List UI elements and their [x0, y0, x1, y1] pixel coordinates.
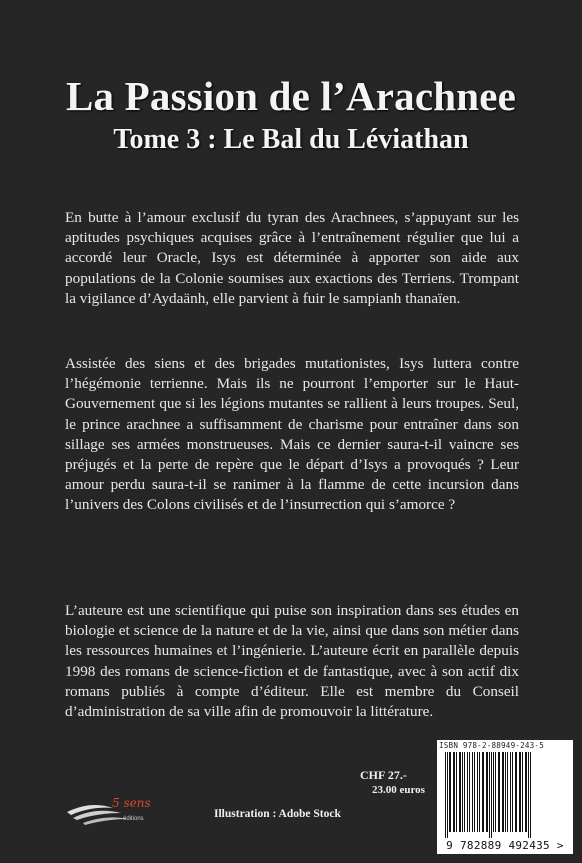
- illustration-credit: Illustration : Adobe Stock: [214, 808, 341, 820]
- book-subtitle: Tome 3 : Le Bal du Léviathan: [113, 124, 469, 155]
- price-block: [360, 768, 440, 798]
- publisher-sub: éditions: [123, 816, 144, 822]
- price-eur: 23.00 euros: [372, 784, 425, 796]
- isbn-barcode: [437, 740, 573, 854]
- synopsis-paragraph-2: Assistée des siens et des brigades mutationistes, Isys luttera contre l’hégémonie terrienne. Mais ils ne pourront l’emporter sur le Haut-Gouvernement que si les légions mutantes se rallient à leurs troupes. Seul, le prince arachnee a suffisamment de charisme pour entraîner dans son sillage ses armées monstrueuses. Mais ce dernier saura-t-il vaincre ses préjugés et la perte de repère que le départ d’Isys a provoqués ? Leur amour perdu saura-t-il se ranimer à la flamme de cette incursion dans l’univers des Colons civilisés et de l’insurrection qui s’amorce ?: [65, 355, 519, 514]
- author-bio: L’auteure est une scientifique qui puise son inspiration dans ses études en biologie et science de la nature et de la vie, ainsi que dans son métier dans les ressources humaines et l’ingénierie. L’auteure écrit en parallèle depuis 1998 des romans de science-fiction et de fantastique, avec à son actif dix romans publiés à compte d’éditeur. Elle est membre du Conseil d’administration de sa ville afin de promouvoir la littérature.: [65, 602, 519, 721]
- barcode-arrow: >: [556, 839, 564, 852]
- barcode-digits-text: 9 782889 492435: [446, 839, 550, 852]
- synopsis-paragraph-1: En butte à l’amour exclusif du tyran des Arachnees, s’appuyant sur les aptitudes psychiques acquises grâce à l’entraînement régulier que lui a accordé leur Oracle, Isys est déterminée à apporter son aide aux populations de la Colonie soumises aux exactions des Terriens. Trompant la vigilance d’Aydaänh, elle parvient à fuir le sampianh thanaïen.: [65, 209, 519, 307]
- price-chf: CHF 27.-: [360, 768, 407, 782]
- book-title: La Passion de l’Arachnee: [65, 73, 517, 119]
- barcode-digits: [437, 839, 573, 852]
- barcode-bars: [443, 752, 567, 838]
- publisher-name: 5 sens: [112, 796, 151, 810]
- isbn-label: ISBN 978-2-88949-243-5: [439, 741, 544, 750]
